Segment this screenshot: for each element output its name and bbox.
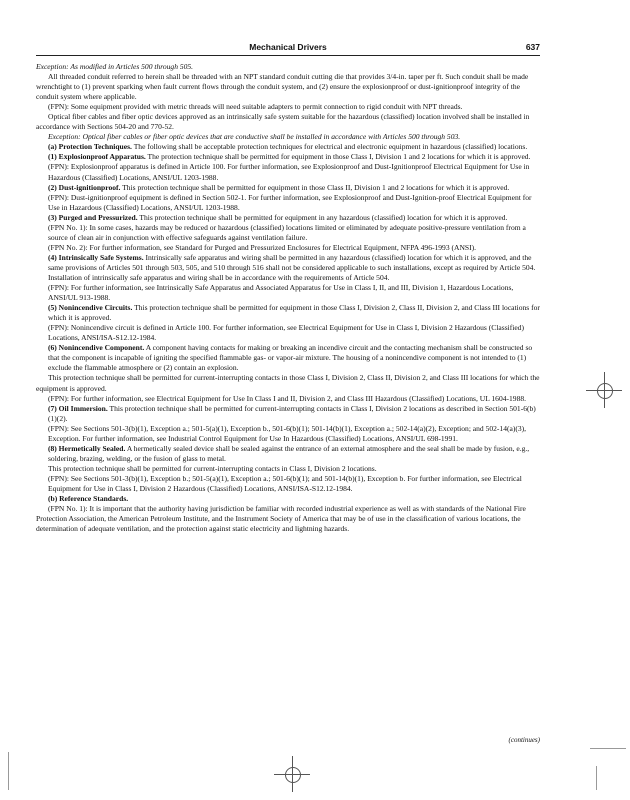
paragraph-text: Optical fiber cables and fiber optic devices approved as an intrinsically safe system suitable for the hazardous (classified) location involved shall be installed in accordance with Sections 504-20 and 770-52. [36, 112, 530, 132]
paragraph-text: This protection technique shall be permitted for current-interrupting contacts in Class I, Division 2 locations as described in Section 501-6(b)(1)(2). [48, 403, 536, 423]
paragraph [36, 474, 540, 494]
page-header-title: Mechanical Drivers [249, 42, 327, 52]
paragraph [36, 162, 540, 182]
paragraph-text: (FPN): Explosionproof apparatus is defined in Article 100. For further information, see Explosionproof and Dust-Ignitionproof Electrical Equipment for Use in Hazardous (Classified) Locations, ANSI/UL 1203-1988. [48, 162, 530, 182]
section-heading: (3) Purged and Pressurized. [48, 212, 138, 222]
paragraph [36, 464, 540, 474]
paragraph-text: Exception: As modified in Articles 500 through 505. [36, 62, 194, 71]
paragraph [36, 72, 540, 102]
paragraph-text: Installation of intrinsically safe apparatus and wiring shall be in accordance with the requirements of Article 504. [48, 272, 390, 282]
paragraph [36, 424, 540, 444]
paragraph [36, 142, 540, 152]
section-heading: (6) Nonincendive Component. [48, 343, 145, 353]
section-heading: (2) Dust-ignitionproof. [48, 182, 121, 192]
header-rule [36, 55, 540, 56]
crop-mark [596, 766, 597, 790]
section-heading: (8) Hermetically Sealed. [48, 443, 126, 453]
paragraph [36, 494, 540, 504]
paragraph-text: (FPN No. 1): In some cases, hazards may be reduced or hazardous (classified) locations limited or eliminated by adequate positive-pressure ventilation from a source of clean air in conjunction with effective safeguards against ventilation failure. [48, 222, 526, 242]
paragraph-text: All threaded conduit referred to herein shall be threaded with an NPT standard conduit cutting die that provides 3/4-in. taper per ft. Such conduit shall be made wrenchtight to (1) prevent sparking when fault current flows through the conduit system, and (2) ensure the explosionproof or dust-ignitionproof integrity of the conduit system where applicable. [36, 72, 529, 102]
paragraph-text: A component having contacts for making or breaking an incendive circuit and the contacting mechanism shall be constructed so that the component is incapable of igniting the specified flammable gas- or vapor-air mixture. The housing of a nonincendive component is not intended to (1) exclude the flammable atmosphere or (2) contain an explosion. [48, 343, 533, 373]
crop-mark [8, 752, 9, 790]
paragraph-text: This protection technique shall be permitted for equipment in those Class II, Division 1 and 2 locations for which it is approved. [120, 182, 510, 192]
paragraph [36, 152, 540, 162]
paragraph [36, 343, 540, 373]
paragraph-text: (FPN): Some equipment provided with metric threads will need suitable adapters to permit connection to rigid conduit with NPT threads. [48, 102, 463, 112]
paragraph-text: (FPN): For further information, see Intrinsically Safe Apparatus and Associated Apparatus for Use in Class I, II, and III, Division 1, Hazardous Locations, ANSI/UL 913-1988. [48, 283, 514, 303]
paragraph-text: A hermetically sealed device shall be sealed against the entrance of an external atmosphere and the seal shall be made by fusion, e.g., soldering, brazing, welding, or the fusion of glass to metal. [48, 443, 530, 463]
paragraph-text: The following shall be acceptable protection techniques for electrical and electronic equipment in hazardous (classified) locations. [131, 142, 528, 152]
paragraph-text: This protection technique shall be permitted for current-interrupting contacts in those Class I, Division 2, Class II, Division 2, and Class III locations for which the equipment is approved. [36, 373, 540, 393]
paragraph [36, 444, 540, 464]
paragraph [36, 323, 540, 343]
paragraph-text: This protection technique shall be permitted for current-interrupting contacts in Class I, Division 2 locations. [48, 463, 377, 473]
paragraph-text: Intrinsically safe apparatus and wiring shall be permitted in any hazardous (classified) location for which it is approved, and the same provisions of Articles 501 through 503, 505, and 510 through 516 shall not be considered applicable to such installations, except as required by Article 504. [48, 252, 536, 272]
paragraph [36, 404, 540, 424]
paragraph [36, 193, 540, 213]
paragraph [36, 394, 540, 404]
paragraph [36, 253, 540, 273]
section-heading: (4) Intrinsically Safe Systems. [48, 252, 144, 262]
section-heading: (a) Protection Techniques. [48, 142, 132, 152]
paragraph-text: (FPN): Nonincendive circuit is defined in Article 100. For further information, see Electrical Equipment for Use in Class I, Division 2 Hazardous (Classified) Locations, ANSI/ISA-S12.12-1984. [48, 323, 524, 343]
paragraph [36, 112, 540, 132]
section-heading: (1) Explosionproof Apparatus. [48, 152, 146, 162]
section-heading: (b) Reference Standards. [48, 494, 129, 504]
paragraph-text: This protection technique shall be permitted for equipment in those Class I, Division 2, Class II, Division 2, and Class III locations for which it is approved. [48, 303, 540, 323]
paragraph [36, 303, 540, 323]
paragraph [36, 223, 540, 243]
paragraph-text: (FPN): See Sections 501-3(b)(1), Exception a.; 501-5(a)(1), Exception b., 501-6(b)(1); 501-14(b)(1), Exception a.; 502-14(a)(2), Exception; and 502-14(a)(3), Exception. For further information, see Industrial Control Equipment for Use In Hazardous (Classified) Locations, ANSI/UL 698-1991. [48, 423, 527, 443]
paragraph-text: (FPN No. 1): It is important that the authority having jurisdiction be familiar with recorded industrial experience as well as with standards of the National Fire Protection Association, the American Petroleum Institute, and the Instrument Society of America that may be of use in the classification of various locations, the determination of adequate ventilation, and the protection against static electricity and lightning hazards. [36, 504, 526, 534]
paragraph [36, 213, 540, 223]
continues-note: (continues) [508, 736, 540, 744]
registration-mark-right [586, 372, 622, 408]
paragraph [36, 102, 540, 112]
body-text [36, 62, 540, 534]
paragraph [36, 243, 540, 253]
paragraph-text: (FPN No. 2): For further information, see Standard for Purged and Pressurized Enclosures for Electrical Equipment, NFPA 496-1993 (ANSI). [48, 242, 477, 252]
running-header [36, 42, 540, 56]
paragraph-text: (FPN): See Sections 501-3(b)(1), Exception b.; 501-5(a)(1), Exception a.; 501-6(b)(1); and 501-14(b)(1), Exception b. For further information, see Electrical Equipment for Use in Class I, Division 2 Hazardous (Classified) Locations, ANSI/ISA-S12.12-1984. [48, 473, 522, 493]
paragraph [36, 283, 540, 303]
paragraph-text: This protection technique shall be permitted for equipment in any hazardous (classified) location for which it is approved. [137, 212, 508, 222]
paragraph-text: (FPN): Dust-ignitionproof equipment is defined in Section 502-1. For further information, see Explosionproof and Dust-Ignition-proof Electrical Equipment for Use in Hazardous (Classified) Locations, ANSI/UL 1203-1988. [48, 192, 532, 212]
section-heading: (5) Nonincendive Circuits. [48, 303, 133, 313]
paragraph [36, 504, 540, 534]
section-heading: (7) Oil Immersion. [48, 403, 108, 413]
paragraph-text: The protection technique shall be permitted for equipment in those Class I, Division 1 and 2 locations for which it is approved. [145, 152, 531, 162]
paragraph-text: Exception: Optical fiber cables or fiber optic devices that are conductive shall be installed in accordance with Articles 500 through 503. [48, 132, 461, 142]
crop-mark [590, 748, 626, 749]
paragraph [36, 132, 540, 142]
paragraph [36, 183, 540, 193]
registration-mark-bottom [274, 756, 310, 792]
paragraph [36, 273, 540, 283]
paragraph [36, 62, 540, 72]
paragraph [36, 373, 540, 393]
page-number: 637 [525, 42, 540, 52]
paragraph-text: (FPN): For further information, see Electrical Equipment for Use In Class I and II, Division 2, and Class III Hazardous (Classified) Locations, UL 1604-1988. [48, 393, 526, 403]
